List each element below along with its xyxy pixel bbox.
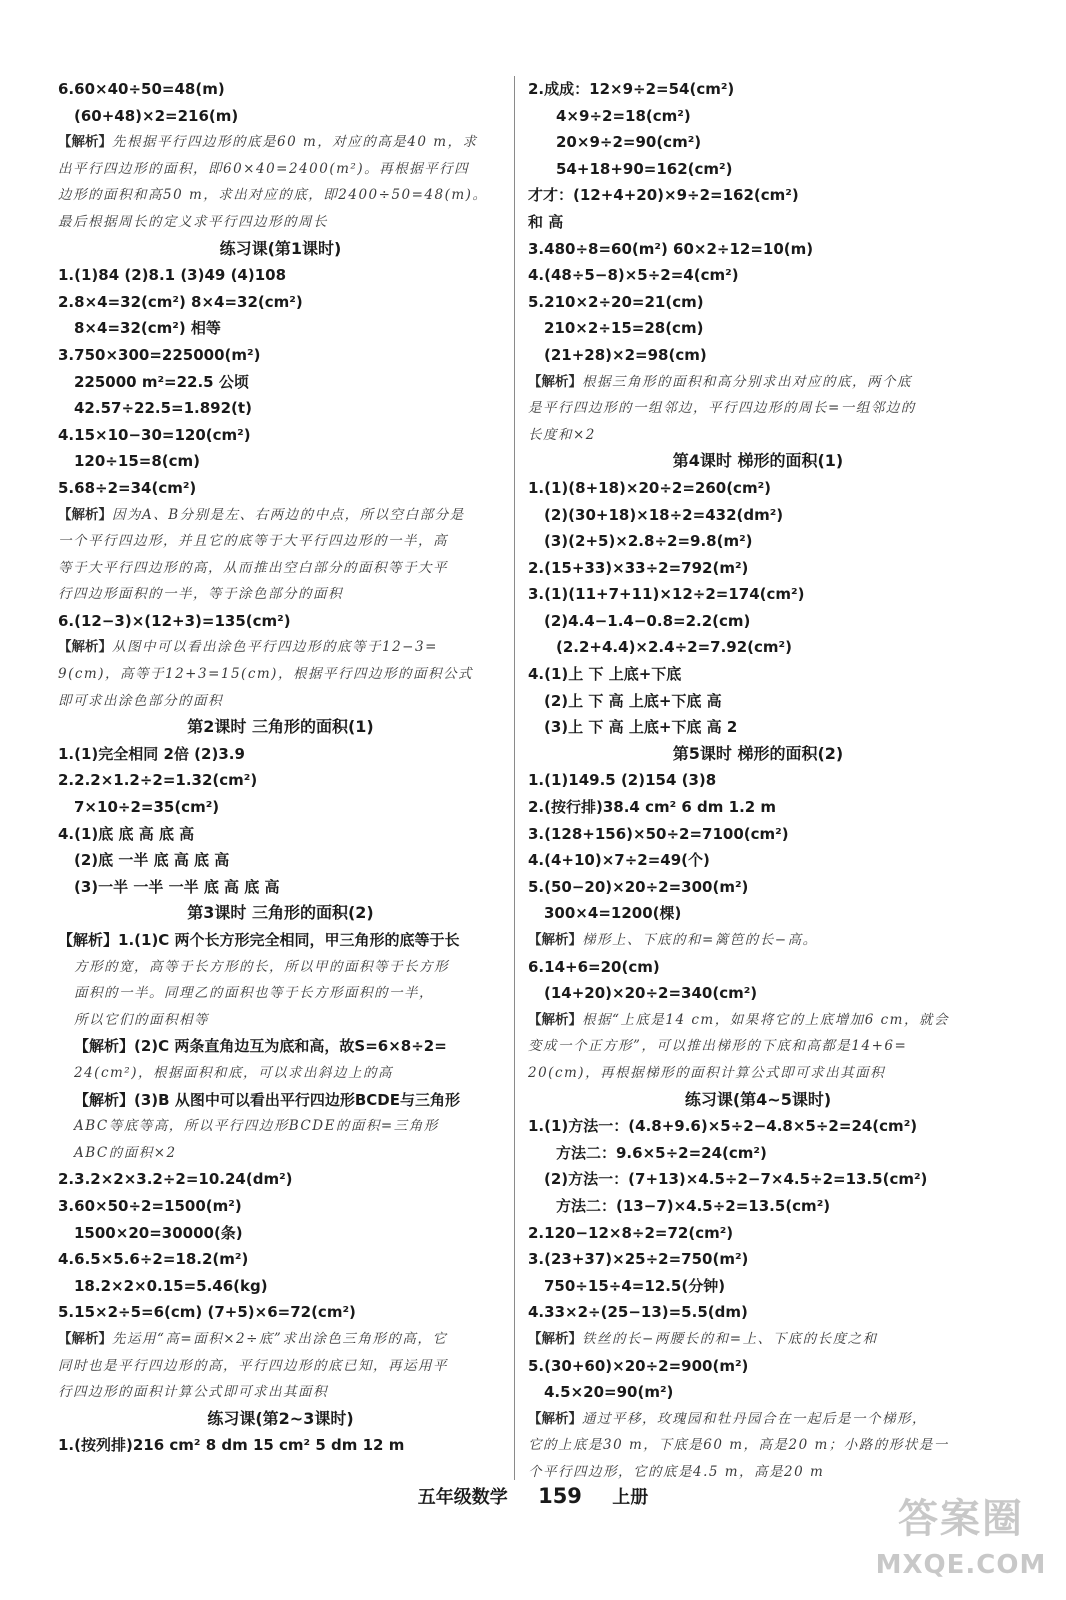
answer-line [528,1379,988,1406]
line-text: 4.(1)底 底 高 底 高 [58,824,195,843]
answer-line [528,794,988,821]
analysis-line [58,156,503,183]
line-text: 3.(128+156)×50÷2=7100(cm²) [528,824,789,843]
line-text: 54+18+90=162(cm²) [556,159,733,178]
answer-line [58,874,503,901]
answer-line [58,608,503,635]
line-text: 3.480÷8=60(m²) 60×2÷12=10(m) [528,239,814,258]
analysis-line [58,581,503,608]
answer-line [528,661,988,688]
line-text: (2.2+4.4)×2.4÷2=7.92(cm²) [556,638,792,657]
answer-line [528,1299,988,1326]
answer-line [528,874,988,901]
line-text: 8×4=32(cm²) 相等 [74,319,221,338]
line-text: 18.2×2×0.15=5.46(kg) [74,1276,268,1295]
line-text: 一个平行四边形，并且它的底等于大平行四边形的一半，高 [58,533,448,550]
line-text: 练习课(第1课时) [219,238,342,258]
analysis-tag: 【解析】 [528,932,582,948]
line-text: 1.(1)方法一：(4.8+9.6)×5÷2−4.8×5÷2=24(cm²) [528,1117,918,1136]
line-text: 2.2.2×1.2÷2=1.32(cm²) [58,771,258,790]
line-text: (3)B 从图中可以看出平行四边形BCDE与三角形 [134,1090,460,1109]
answer-line [58,448,503,475]
line-text: (2)(30+18)×18÷2=432(dm²) [544,505,784,524]
footer-grade: 五年级数学 [417,1487,508,1508]
analysis-tag: 【解析】 [528,1330,582,1347]
analysis-tag: 【解析】 [74,1037,135,1056]
analysis-line [58,661,503,688]
line-text: 20(cm)，再根据梯形的面积计算公式即可求出其面积 [528,1064,886,1081]
answer-line [58,1166,503,1193]
line-text: 行四边形面积的一半，等于涂色部分的面积 [58,586,343,603]
section-heading [58,1406,503,1433]
analysis-line [58,502,503,529]
line-text: 个平行四边形，它的底是4.5 m，高是20 m [528,1463,825,1480]
analysis-line [58,1379,503,1406]
analysis-tag: 【解析】 [58,931,119,949]
answer-line [58,1432,503,1459]
answer-line [58,262,503,289]
answer-line [58,767,503,794]
analysis-line [528,1326,988,1353]
analysis-line [58,129,503,156]
analysis-line [58,1326,503,1353]
section-heading [58,900,503,927]
line-text: 5.68÷2=34(cm²) [58,478,197,497]
line-text: (2)方法一：(7+13)×4.5÷2−7×4.5÷2=13.5(cm²) [544,1170,928,1189]
line-text: 2.(15+33)×33÷2=792(m²) [528,558,749,577]
line-text: 方法二：9.6×5÷2=24(cm²) [556,1143,767,1162]
line-text: 同时也是平行四边形的高，平行四边形的底已知，再运用平 [58,1357,448,1374]
line-text: 才才：(12+4+20)×9÷2=162(cm²) [528,186,799,205]
answer-line [58,927,503,954]
line-text: 通过平移，玫瑰园和牡丹园合在一起后是一个梯形， [582,1410,927,1427]
answer-line [528,1113,988,1140]
line-text: 4.(1)上 下 上底+下底 [528,665,682,684]
line-text: 从图中可以看出涂色平行四边形的底等于12−3= [112,639,438,656]
answer-line [528,182,988,209]
line-text: 它的上底是30 m，下底是60 m，高是20 m；小路的形状是一 [528,1437,949,1454]
analysis-line [58,209,503,236]
answer-line [58,1193,503,1220]
line-text: (3)一半 一半 一半 底 高 底 高 [74,877,280,896]
line-text: 6.(12−3)×(12+3)=135(cm²) [58,611,291,630]
watermark-logo-text: 答案圈 [898,1496,1024,1542]
line-text: 5.(30+60)×20÷2=900(m²) [528,1356,749,1375]
analysis-tag: 【解析】 [58,134,112,151]
answer-line [528,289,988,316]
line-text: 4.5×20=90(m²) [544,1383,674,1402]
right-column [528,76,988,1485]
line-text: 5.15×2÷5=6(cm) (7+5)×6=72(cm²) [58,1303,356,1322]
answer-line [528,980,988,1007]
section-heading [58,714,503,741]
line-text: (3)上 下 高 上底+下底 高 2 [544,718,738,737]
answer-line [58,1273,503,1300]
line-text: 4.(48÷5−8)×5÷2=4(cm²) [528,266,739,285]
answer-line [528,634,988,661]
line-text: 等于大平行四边形的高，从而推出空白部分的面积等于大平 [58,559,448,576]
line-text: 9(cm)，高等于12+3=15(cm)，根据平行四边形的面积公式 [58,666,473,683]
analysis-line [58,688,503,715]
analysis-line [58,1060,503,1087]
answer-line [58,1220,503,1247]
line-text: 750÷15÷4=12.5(分钟) [544,1276,726,1295]
answer-line [58,1246,503,1273]
answer-line [528,1193,988,1220]
line-text: 先根据平行四边形的底是60 m，对应的高是40 m，求 [112,134,478,151]
line-text: 4.15×10−30=120(cm²) [58,425,251,444]
line-text: 变成一个正方形”，可以推出梯形的下底和高都是14+6= [528,1038,908,1055]
answer-line [58,1087,503,1114]
line-text: 4×9÷2=18(cm²) [556,106,691,125]
answer-line [58,794,503,821]
line-text: 4.6.5×5.6÷2=18.2(m²) [58,1250,249,1269]
line-text: 1500×20=30000(条) [74,1223,243,1242]
page-number: 159 [538,1484,582,1508]
answer-line [528,528,988,555]
line-text: (2)上 下 高 上底+下底 高 [544,691,722,710]
answer-line [528,1353,988,1380]
line-text: 即可求出涂色部分的面积 [58,692,223,709]
analysis-tag: 【解析】 [58,639,112,656]
answer-line [58,847,503,874]
line-text: 3.(1)(11+7+11)×12÷2=174(cm²) [528,585,805,604]
line-text: (2)底 一半 底 高 底 高 [74,851,230,870]
left-column [58,76,503,1459]
line-text: 3.750×300=225000(m²) [58,345,261,364]
line-text: ABC的面积×2 [74,1144,177,1161]
answer-line [528,555,988,582]
answer-line [58,103,503,130]
analysis-tag: 【解析】 [528,1011,582,1028]
line-text: 4.(4+10)×7÷2=49(个) [528,851,710,870]
analysis-tag: 【解析】 [58,1330,112,1347]
analysis-line [528,1459,988,1486]
answer-line [58,289,503,316]
line-text: 4.33×2÷(25−13)=5.5(dm) [528,1303,748,1322]
column-divider [514,76,515,1480]
line-text: 边形的面积和高50 m，求出对应的底，即2400÷50=48(m)。 [58,187,488,204]
answer-line [528,76,988,103]
answer-line [528,608,988,635]
analysis-line [528,1406,988,1433]
line-text: 所以它们的面积相等 [74,1011,209,1028]
analysis-line [528,1432,988,1459]
line-text: 面积的一半。同理乙的面积也等于长方形面积的一半， [74,985,434,1002]
line-text: 梯形上、下底的和=篱笆的长−高。 [582,932,818,948]
answer-line [58,315,503,342]
line-text: 长度和×2 [528,426,596,443]
line-text: 42.57÷22.5=1.892(t) [74,399,252,418]
answer-line [58,1033,503,1060]
line-text: 20×9÷2=90(cm²) [556,133,702,152]
line-text: 1.(1)149.5 (2)154 (3)8 [528,771,717,790]
answer-line [58,395,503,422]
line-text: 210×2÷15=28(cm) [544,319,704,338]
section-heading [528,1087,988,1114]
line-text: 铁丝的长−两腰长的和=上、下底的长度之和 [582,1330,878,1347]
answer-line [58,475,503,502]
answer-line [528,209,988,236]
line-text: 先运用“高=面积×2÷底”求出涂色三角形的高，它 [112,1330,448,1347]
section-heading [528,741,988,768]
analysis-line [528,395,988,422]
answer-line [58,741,503,768]
answer-line [528,156,988,183]
line-text: 1.(1)完全相同 2倍 (2)3.9 [58,744,245,763]
analysis-line [58,1113,503,1140]
section-heading [58,236,503,263]
answer-line [528,1140,988,1167]
line-text: 1.(按列排)216 cm² 8 dm 15 cm² 5 dm 12 m [58,1436,405,1455]
answer-line [528,342,988,369]
line-text: 2.(按行排)38.4 cm² 6 dm 1.2 m [528,798,777,817]
line-text: 24(cm²)，根据面积和底，可以求出斜边上的高 [74,1064,393,1081]
line-text: 是平行四边形的一组邻边，平行四边形的周长=一组邻边的 [528,400,916,417]
answer-line [58,1299,503,1326]
analysis-line [528,1060,988,1087]
analysis-tag: 【解析】 [528,373,582,390]
line-text: 1.(1)84 (2)8.1 (3)49 (4)108 [58,266,287,285]
line-text: 3.60×50÷2=1500(m²) [58,1196,242,1215]
answer-line [58,369,503,396]
line-text: 出平行四边形的面积，即60×40=2400(m²)。再根据平行四 [58,160,470,177]
answer-line [528,502,988,529]
line-text: 300×4=1200(棵) [544,904,682,923]
line-text: 120÷15=8(cm) [74,452,200,471]
answer-line [528,1273,988,1300]
analysis-line [528,1033,988,1060]
analysis-line [528,369,988,396]
line-text: 因为A、B分别是左、右两边的中点，所以空白部分是 [112,506,465,523]
analysis-line [58,1007,503,1034]
line-text: (2)4.4−1.4−0.8=2.2(cm) [544,611,751,630]
answer-line [58,342,503,369]
line-text: 和 高 [528,212,564,231]
line-text: 7×10÷2=35(cm²) [74,798,220,817]
analysis-line [58,954,503,981]
line-text: 2.成成：12×9÷2=54(cm²) [528,80,735,98]
analysis-line [528,1007,988,1034]
line-text: 5.210×2÷20=21(cm) [528,292,704,311]
line-text: 根据三角形的面积和高分别求出对应的底，两个底 [582,373,912,390]
line-text: 行四边形的面积计算公式即可求出其面积 [58,1384,328,1401]
answer-line [528,103,988,130]
line-text: (60+48)×2=216(m) [74,106,239,125]
analysis-line [58,1140,503,1167]
line-text: (21+28)×2=98(cm) [544,345,707,364]
answer-line [58,76,503,103]
line-text: (14+20)×20÷2=340(cm²) [544,984,758,1003]
line-text: (2)C 两条直角边互为底和高，故S=6×8÷2= [134,1037,447,1056]
line-text: 1.(1)(8+18)×20÷2=260(cm²) [528,478,772,497]
watermark-logo [866,1492,1056,1590]
watermark-url: MXQE.COM [875,1550,1047,1580]
answer-line [528,900,988,927]
line-text: 方法二：(13−7)×4.5÷2=13.5(cm²) [556,1196,831,1215]
answer-line [528,129,988,156]
answer-line [528,821,988,848]
line-text: 2.8×4=32(cm²) 8×4=32(cm²) [58,292,303,311]
line-text: 2.3.2×2×3.2÷2=10.24(dm²) [58,1170,293,1189]
analysis-tag: 【解析】 [528,1410,582,1427]
analysis-tag: 【解析】 [74,1090,135,1109]
line-text: 2.120−12×8÷2=72(cm²) [528,1223,734,1242]
line-text: 第5课时 梯形的面积(2) [672,743,844,763]
analysis-line [58,555,503,582]
analysis-line [58,528,503,555]
analysis-line [58,980,503,1007]
answer-line [528,688,988,715]
answer-line [528,847,988,874]
answer-line [528,262,988,289]
answer-line [528,767,988,794]
answer-line [528,581,988,608]
line-text: 练习课(第2~3课时) [207,1408,354,1428]
line-text: (3)(2+5)×2.8÷2=9.8(m²) [544,532,753,551]
answer-line [528,1246,988,1273]
line-text: 225000 m²=22.5 公顷 [74,372,249,391]
line-text: 5.(50−20)×20÷2=300(m²) [528,877,749,896]
analysis-tag: 【解析】 [58,506,112,523]
answer-line [528,714,988,741]
analysis-line [528,927,988,954]
line-text: 1.(1)C 两个长方形完全相同，甲三角形的底等于长 [118,931,460,949]
analysis-line [58,1353,503,1380]
line-text: 第2课时 三角形的面积(1) [187,717,374,737]
answer-line [528,315,988,342]
footer-volume: 上册 [612,1487,649,1508]
line-text: 最后根据周长的定义求平行四边形的周长 [58,213,328,230]
section-heading [528,448,988,475]
line-text: 6.14+6=20(cm) [528,957,660,976]
answer-line [528,475,988,502]
line-text: 3.(23+37)×25÷2=750(m²) [528,1250,749,1269]
answer-line [528,954,988,981]
analysis-line [528,422,988,449]
analysis-line [58,634,503,661]
answer-line [528,236,988,263]
answer-line [528,1220,988,1247]
line-text: 6.60×40÷50=48(m) [58,80,225,98]
answer-line [528,1166,988,1193]
line-text: 根据“上底是14 cm，如果将它的上底增加6 cm，就会 [582,1011,949,1028]
line-text: 方形的宽，高等于长方形的长，所以甲的面积等于长方形 [74,958,449,975]
answer-line [58,821,503,848]
analysis-line [58,182,503,209]
line-text: 第3课时 三角形的面积(2) [187,903,374,923]
line-text: 第4课时 梯形的面积(1) [672,451,844,471]
answer-line [58,422,503,449]
line-text: ABC等底等高，所以平行四边形BCDE的面积=三角形 [74,1118,439,1135]
line-text: 练习课(第4~5课时) [684,1089,832,1109]
